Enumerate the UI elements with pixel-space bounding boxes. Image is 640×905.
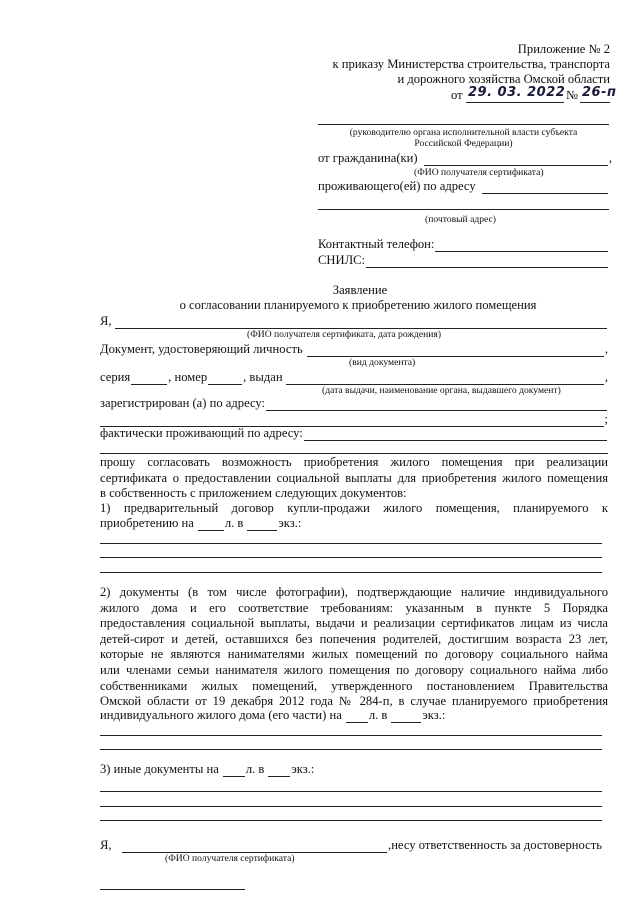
applicant-hint: (ФИО получателя сертификата, дата рождения) bbox=[247, 329, 442, 340]
item-1-pages-field[interactable]: приобретению на л. в экз.: bbox=[100, 516, 302, 530]
item-1-line-3[interactable] bbox=[100, 572, 602, 573]
item-1-copies-blank[interactable] bbox=[247, 519, 277, 531]
postal-hint: (почтовый адрес) bbox=[425, 214, 496, 225]
item-2-pages-blank[interactable] bbox=[346, 711, 368, 723]
footnote-separator bbox=[100, 889, 245, 890]
item-2-pages-field[interactable]: индивидуального жилого дома (его части) на л. в экз.: bbox=[100, 708, 446, 722]
item-1-paragraph: 1) предварительный договор купли-продажи жилого помещения, планируемого к bbox=[100, 501, 608, 515]
item-3-line-1[interactable] bbox=[100, 791, 602, 792]
actual-address-line-2[interactable] bbox=[100, 453, 608, 454]
item-1-line-1[interactable] bbox=[100, 543, 602, 544]
date-prefix: от bbox=[451, 88, 463, 102]
item-1-pages-blank[interactable] bbox=[198, 519, 224, 531]
issued-hint: (дата выдачи, наименование органа, выдавшего документ) bbox=[322, 385, 561, 396]
addressee-hint-1: (руководителю органа исполнительной власти субъекта bbox=[349, 127, 578, 138]
snils-field[interactable] bbox=[318, 253, 609, 268]
phone-field[interactable] bbox=[318, 237, 609, 252]
item-3-pages-field[interactable]: 3) иные документы на л. в экз.: bbox=[100, 762, 315, 776]
resp-ya-label: Я, bbox=[100, 838, 112, 852]
doc-label: Документ, удостоверяющий личность bbox=[100, 342, 303, 356]
doc-series-number-field[interactable]: серия , номер , выдан , bbox=[100, 370, 608, 384]
handwritten-date: 29. 03. 2022 bbox=[468, 85, 566, 100]
number-sign: № bbox=[566, 88, 579, 102]
document-title: Заявление bbox=[332, 283, 388, 297]
number-blank[interactable] bbox=[208, 373, 242, 385]
order-line-2: и дорожного хозяйства Омской области bbox=[397, 72, 610, 86]
resp-tail: ,несу ответственность за достоверность bbox=[388, 838, 602, 852]
from-citizen-field[interactable]: от гражданина(ки) , bbox=[318, 151, 612, 165]
addressee-hint-2: Российской Федерации) bbox=[414, 138, 513, 149]
issued-label: , выдан bbox=[243, 370, 283, 384]
applicant-name-field[interactable] bbox=[100, 314, 608, 329]
snils-label: СНИЛС: bbox=[318, 253, 366, 267]
item-2-line-2[interactable] bbox=[100, 749, 602, 750]
item-3-line-2[interactable] bbox=[100, 806, 602, 807]
series-label: серия bbox=[100, 370, 131, 384]
phone-label: Контактный телефон: bbox=[318, 237, 435, 251]
doc-hint: (вид документа) bbox=[349, 357, 416, 368]
number-label: , номер bbox=[168, 370, 208, 384]
registered-address-field[interactable] bbox=[100, 396, 608, 411]
document-subtitle: о согласовании планируемого к приобретению жилого помещения bbox=[179, 298, 537, 312]
registered-label: зарегистрирован (а) по адресу: bbox=[100, 396, 266, 410]
item-1-line-2[interactable] bbox=[100, 557, 602, 558]
item-3-pages-blank[interactable] bbox=[223, 765, 245, 777]
addressee-line[interactable] bbox=[318, 124, 609, 125]
series-blank[interactable] bbox=[131, 373, 167, 385]
item-2-copies-blank[interactable] bbox=[391, 711, 421, 723]
registered-address-line-2[interactable]: ; bbox=[100, 412, 608, 427]
from-label: от гражданина(ки) bbox=[318, 151, 418, 165]
address-line-2[interactable] bbox=[318, 209, 609, 210]
request-paragraph: прошу согласовать возможность приобретения жилого помещения при реализации сертификата о предоставлении социальной выплаты для приобретения жилого помещения в собственность с приложением следующих документов: bbox=[100, 455, 608, 501]
responsibility-field[interactable] bbox=[100, 838, 602, 853]
item-2-line-1[interactable] bbox=[100, 735, 602, 736]
item-3-line-3[interactable] bbox=[100, 820, 602, 821]
handwritten-number: 26-п bbox=[582, 85, 617, 100]
item-2-paragraph: 2) документы (в том числе фотографии), подтверждающие наличие индивидуального жилого дома и его соответствие требованиям: указанным в пункте 5 Порядка предоставления социальной выплаты, выдачи и реализации сертификатов лицам из числа детей-сирот и детей, оставшихся без попечения родителей, достигшим возраста 23 лет, которые не являются нанимателями жилых помещений по договору социального найма или членами семьи нанимателя жилого помещения по договору социального найма либо собственниками жилых помещений, утвержденного постановлением Правительства Омской области от 19 декабря 2012 года № 284-п, в случае планируемого приобретения bbox=[100, 585, 608, 709]
actual-label: фактически проживающий по адресу: bbox=[100, 426, 303, 440]
residing-address-field[interactable] bbox=[318, 179, 609, 194]
resp-hint: (ФИО получателя сертификата) bbox=[165, 853, 295, 864]
order-line-1: к приказу Министерства строительства, транспорта bbox=[332, 57, 610, 71]
ya-label: Я, bbox=[100, 314, 112, 328]
item-3-copies-blank[interactable] bbox=[268, 765, 290, 777]
actual-address-field[interactable] bbox=[100, 426, 608, 441]
residing-label: проживающего(ей) по адресу bbox=[318, 179, 476, 193]
appendix-label: Приложение № 2 bbox=[517, 42, 610, 56]
identity-doc-field[interactable]: Документ, удостоверяющий личность , bbox=[100, 342, 608, 356]
from-hint: (ФИО получателя сертификата) bbox=[414, 167, 544, 178]
